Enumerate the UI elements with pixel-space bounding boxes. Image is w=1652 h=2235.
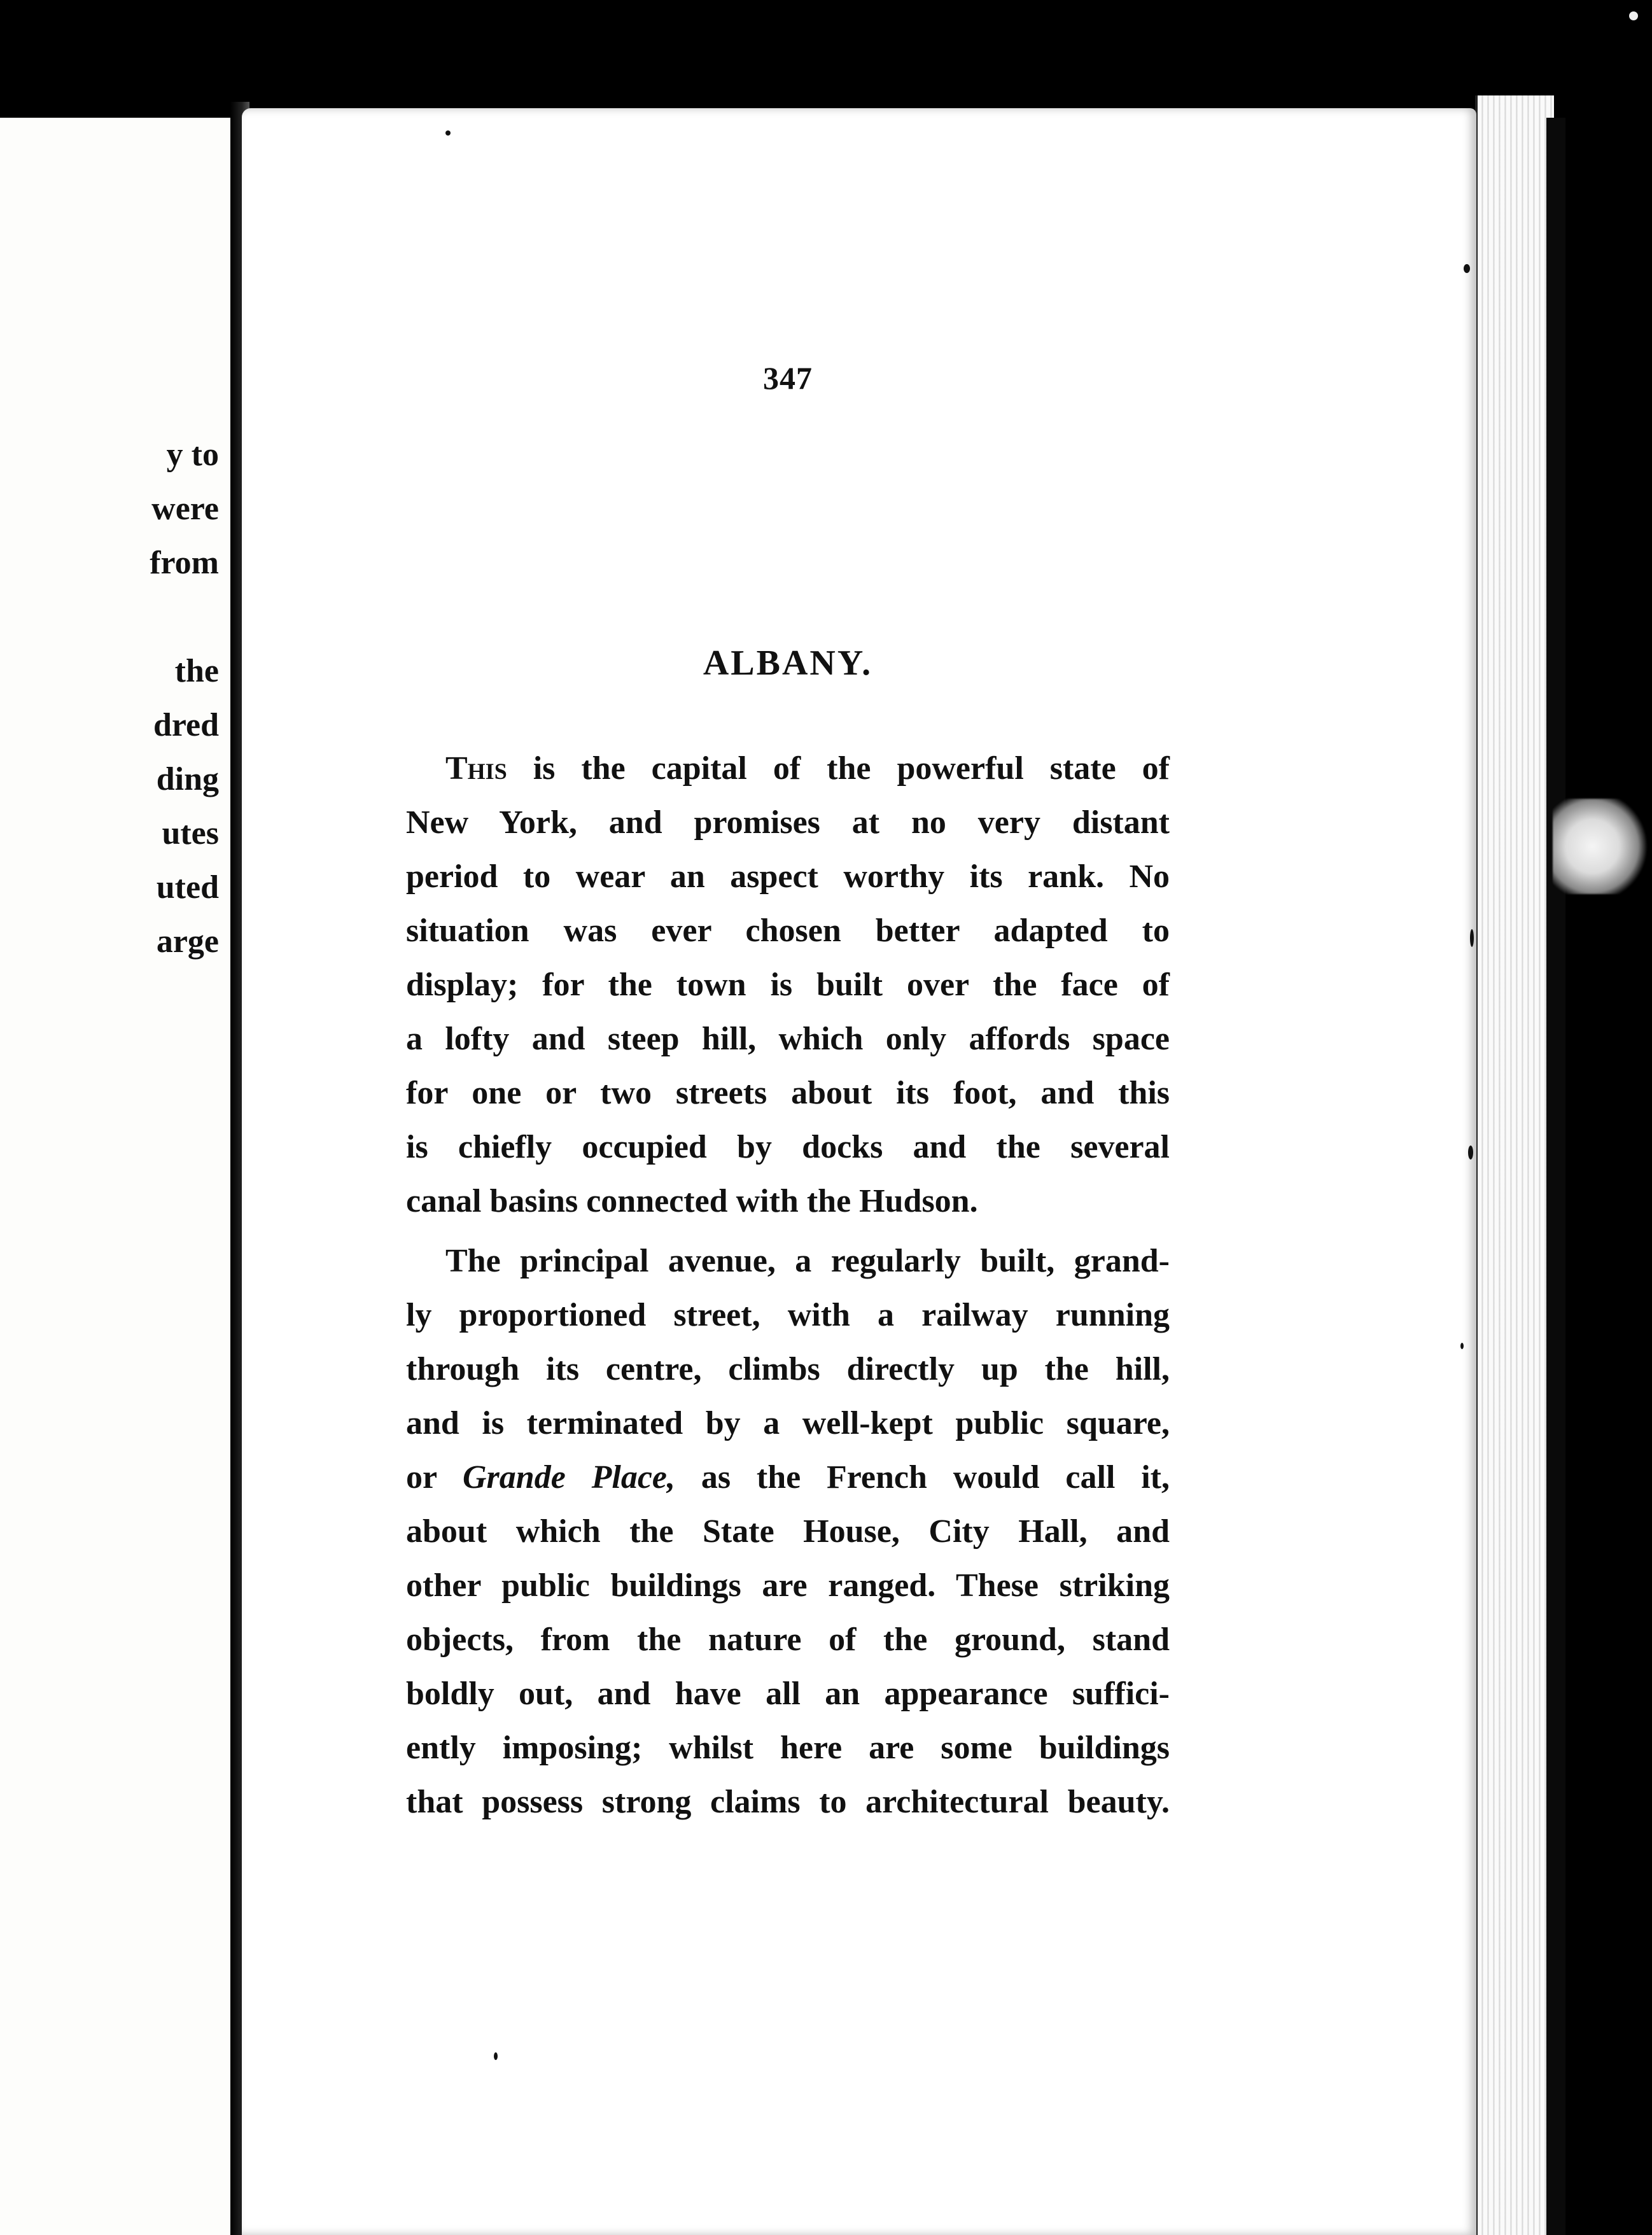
left-page-fragment: were [151,491,219,527]
page-edge-shadow [1546,118,1565,2235]
chapter-title: ALBANY. [703,643,873,683]
paragraph-line: is chiefly occupied by docks and the several [406,1129,1170,1165]
paragraph-line: situation was ever chosen better adapted to [406,913,1170,949]
left-page-fragment: dred [153,707,219,743]
paper-damage [1553,799,1652,894]
dust-speck [494,2052,498,2060]
paragraph-line-text: or [406,1459,463,1496]
paragraph-line: a lofty and steep hill, which only affords space [406,1021,1170,1057]
left-page-fragment: y to [166,437,219,473]
dust-speck [1629,11,1638,20]
paragraph-line: through its centre, climbs directly up the hill, [406,1351,1170,1387]
paragraph-line: that possess strong claims to architectural beauty. [406,1784,1170,1820]
dust-speck [1470,929,1474,947]
dust-speck [1460,1343,1464,1349]
left-page-fragment: utes [162,815,219,851]
left-page-fragment: uted [156,869,219,906]
paragraph-line: ently imposing; whilst here are some buildings [406,1730,1170,1766]
paragraph-line: canal basins connected with the Hudson. [406,1183,978,1219]
lead-word: This [445,750,507,787]
paragraph-line-text: as the French would call it, [675,1459,1170,1496]
left-page [0,118,234,2235]
dust-speck [1468,1146,1473,1160]
left-page-fragment: from [150,545,219,581]
paragraph-line: period to wear an aspect worthy its rank. No [406,858,1170,895]
paragraph-line: other public buildings are ranged. These striking [406,1567,1170,1604]
paragraph-line: objects, from the nature of the ground, stand [406,1622,1170,1658]
left-page-fragment: arge [156,923,219,960]
dust-speck [445,130,451,136]
page-edges [1475,95,1554,2235]
paragraph-line: for one or two streets about its foot, and this [406,1075,1170,1111]
italic-phrase: Grande Place, [462,1459,675,1496]
page-number: 347 [763,360,813,396]
main-page [242,108,1476,2235]
paragraph-line: boldly out, and have all an appearance suffici- [406,1676,1170,1712]
paragraph-line: ly proportioned street, with a railway running [406,1297,1170,1333]
dust-speck [1464,264,1470,273]
left-page-fragment: ding [156,761,219,797]
paragraph-line [406,750,1170,789]
paragraph-line [406,1459,1170,1498]
paragraph-line: and is terminated by a well-kept public square, [406,1405,1170,1441]
paragraph-line: display; for the town is built over the face of [406,967,1170,1003]
paragraph-line: New York, and promises at no very distant [406,804,1170,841]
left-page-fragment: the [174,653,219,689]
paragraph-line-text: is the capital of the powerful state of [507,750,1170,787]
paragraph-line: The principal avenue, a regularly built, grand- [445,1243,1170,1279]
paragraph-line: about which the State House, City Hall, and [406,1513,1170,1550]
